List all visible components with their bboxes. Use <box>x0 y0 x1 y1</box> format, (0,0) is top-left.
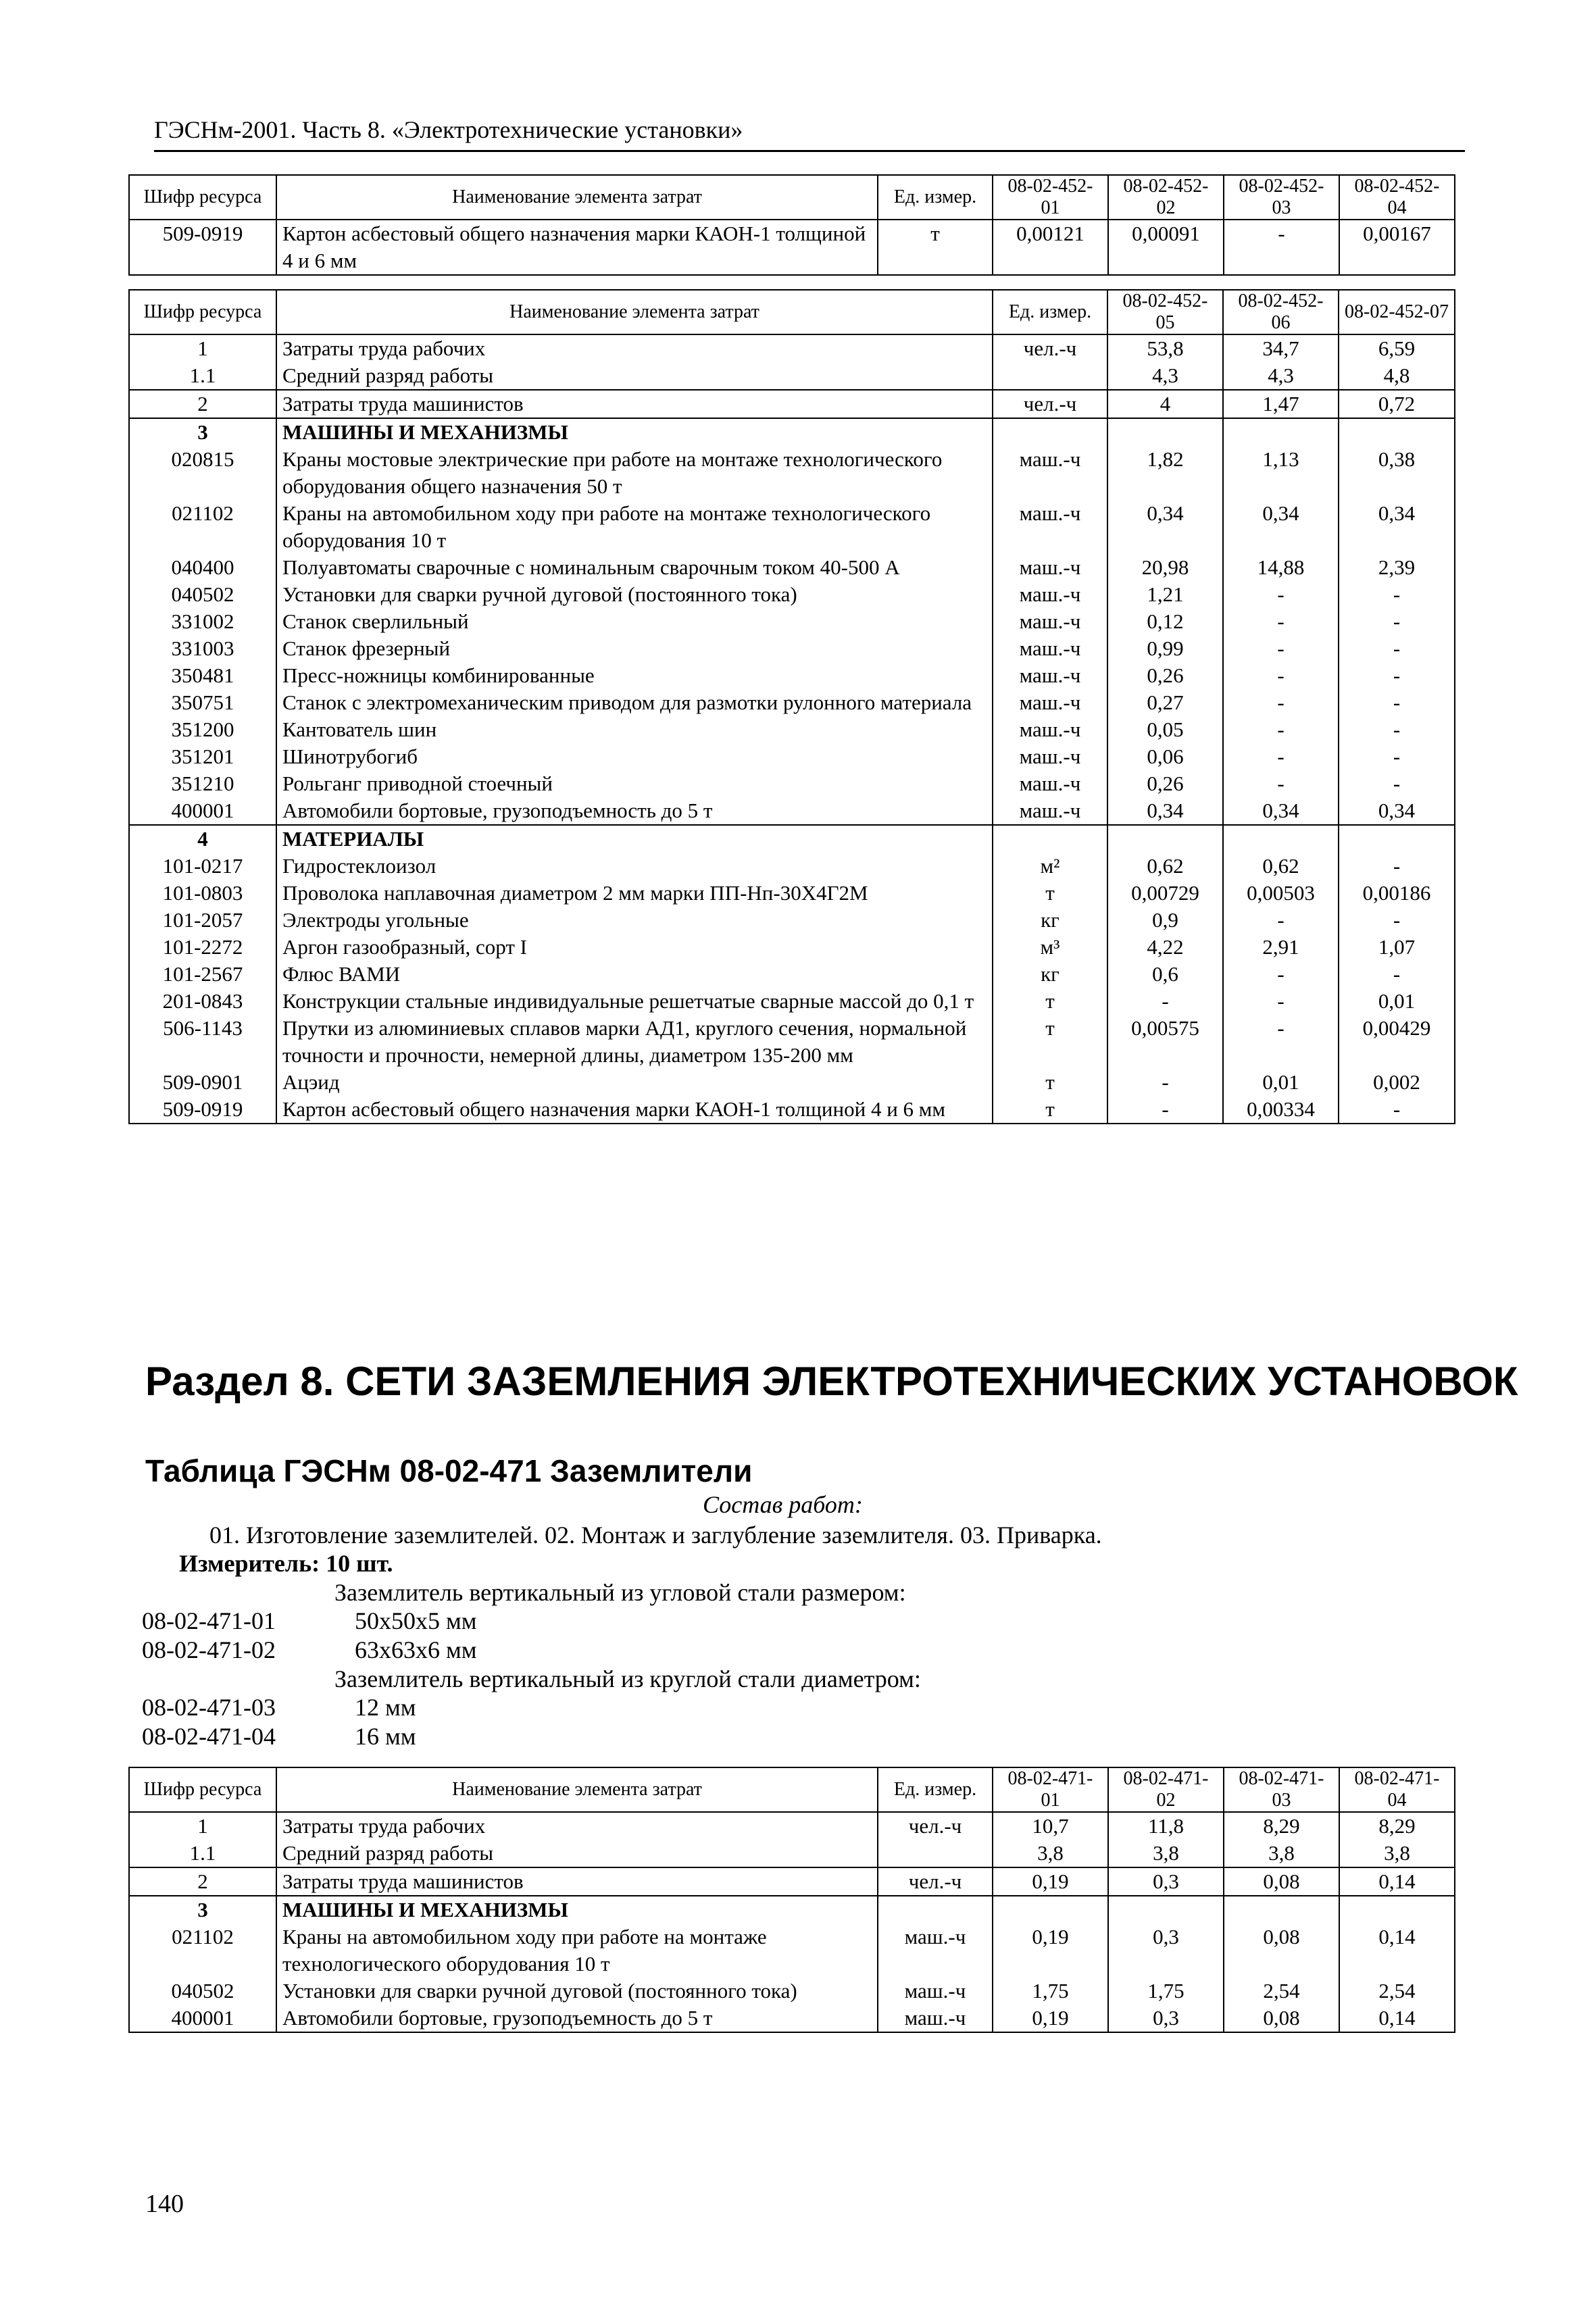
table-header-row <box>129 290 1455 334</box>
page-number: 140 <box>145 2190 184 2218</box>
value-cell: 10,7 <box>993 1812 1108 1840</box>
resource-code: 020815 <box>129 446 276 500</box>
value-cell: 0,00429 <box>1339 1015 1455 1069</box>
table-row <box>129 825 1455 853</box>
header-code: Шифр ресурса <box>129 175 276 220</box>
table-row <box>129 1840 1455 1867</box>
value-cell <box>1339 418 1455 446</box>
table-row <box>129 446 1455 500</box>
resource-code: 040502 <box>129 1978 276 2005</box>
value-cell: 0,00091 <box>1108 220 1224 275</box>
table-row <box>129 362 1455 390</box>
work-label: Состав работ: <box>703 1491 863 1518</box>
resource-name: Краны на автомобильном ходу при работе на монтаже технологического оборудования 10 т <box>276 500 993 554</box>
unit-cell: маш.-ч <box>878 1978 993 2005</box>
unit-cell <box>878 1896 993 1923</box>
header-col: 08-02-452-01 <box>993 175 1108 220</box>
value-cell: 11,8 <box>1108 1812 1224 1840</box>
cost-table-452-01-04 <box>128 174 1455 276</box>
table-title: Таблица ГЭСНм 08-02-471 Заземлители <box>145 1453 753 1488</box>
unit-cell: маш.-ч <box>993 500 1107 554</box>
resource-name: Гидростеклоизол <box>276 853 993 880</box>
value-cell: - <box>1339 743 1455 770</box>
value-cell: 1,07 <box>1339 934 1455 961</box>
unit-cell: маш.-ч <box>878 1923 993 1978</box>
header-col: 08-02-452-07 <box>1339 290 1455 334</box>
table-row <box>129 418 1455 446</box>
value-cell: - <box>1339 770 1455 797</box>
unit-cell: маш.-ч <box>993 743 1107 770</box>
value-cell: - <box>1339 581 1455 608</box>
item-text: 12 мм <box>355 1694 416 1721</box>
work-text: 01. Изготовление заземлителей. 02. Монтаж и заглубление заземлителя. 03. Приварка. <box>209 1521 1102 1549</box>
table-header-row <box>129 1767 1455 1812</box>
header-col: 08-02-471-01 <box>993 1767 1108 1812</box>
value-cell: 0,00121 <box>993 220 1108 275</box>
value-cell: 0,14 <box>1339 1923 1455 1978</box>
value-cell <box>1223 825 1339 853</box>
value-cell: - <box>1223 608 1339 635</box>
unit-cell <box>878 1840 993 1867</box>
value-cell: 0,00503 <box>1223 880 1339 907</box>
value-cell: 0,08 <box>1224 1867 1339 1896</box>
unit-cell: т <box>993 880 1107 907</box>
resource-name: Станок с электромеханическим приводом для размотки рулонного материала <box>276 689 993 716</box>
value-cell: 0,002 <box>1339 1069 1455 1096</box>
value-cell: 0,05 <box>1107 716 1223 743</box>
value-cell: 0,14 <box>1339 2005 1455 2032</box>
header-col: 08-02-471-03 <box>1224 1767 1339 1812</box>
resource-name: Средний разряд работы <box>276 362 993 390</box>
header-unit: Ед. измер. <box>878 1767 993 1812</box>
header-code: Шифр ресурса <box>129 1767 276 1812</box>
value-cell: 1,82 <box>1107 446 1223 500</box>
value-cell: 0,34 <box>1223 797 1339 825</box>
resource-name: Картон асбестовый общего назначения марки КАОН-1 толщиной 4 и 6 мм <box>276 1096 993 1124</box>
header-name: Наименование элемента затрат <box>276 175 878 220</box>
value-cell: 0,19 <box>993 1867 1108 1896</box>
value-cell: 0,26 <box>1107 770 1223 797</box>
value-cell: - <box>1339 689 1455 716</box>
resource-code: 4 <box>129 825 276 853</box>
value-cell: 4,22 <box>1107 934 1223 961</box>
value-cell <box>993 1896 1108 1923</box>
page-header: ГЭСНм-2001. Часть 8. «Электротехнические установки» <box>154 115 1465 152</box>
value-cell: 20,98 <box>1107 554 1223 581</box>
value-cell: 0,27 <box>1107 689 1223 716</box>
resource-name: Аргон газообразный, сорт I <box>276 934 993 961</box>
table-row <box>129 2005 1455 2032</box>
value-cell: 0,19 <box>993 2005 1108 2032</box>
resource-name: Картон асбестовый общего назначения марки КАОН-1 толщиной 4 и 6 мм <box>276 220 878 275</box>
unit-cell: т <box>993 1015 1107 1069</box>
unit-cell: т <box>993 988 1107 1015</box>
value-cell: - <box>1339 635 1455 662</box>
resource-code: 1.1 <box>129 1840 276 1867</box>
value-cell: 0,19 <box>993 1923 1108 1978</box>
group-heading-2: Заземлитель вертикальный из круглой стали диаметром: <box>334 1665 921 1692</box>
unit-cell <box>993 418 1107 446</box>
table-row <box>129 1978 1455 2005</box>
unit-cell <box>993 362 1107 390</box>
unit-cell <box>993 825 1107 853</box>
header-col: 08-02-471-04 <box>1339 1767 1455 1812</box>
resource-name: МАШИНЫ И МЕХАНИЗМЫ <box>276 1896 878 1923</box>
value-cell: 0,08 <box>1224 2005 1339 2032</box>
value-cell: - <box>1223 662 1339 689</box>
table-row <box>129 1923 1455 1978</box>
value-cell: - <box>1223 689 1339 716</box>
value-cell: 0,08 <box>1224 1923 1339 1978</box>
value-cell: 0,00729 <box>1107 880 1223 907</box>
value-cell: 0,34 <box>1223 500 1339 554</box>
value-cell: 0,62 <box>1107 853 1223 880</box>
resource-name: Краны мостовые электрические при работе на монтаже технологического оборудования общего назначения 50 т <box>276 446 993 500</box>
value-cell: 3,8 <box>1224 1840 1339 1867</box>
value-cell: 1,47 <box>1223 390 1339 418</box>
value-cell: 0,3 <box>1108 2005 1224 2032</box>
value-cell: 0,3 <box>1108 1867 1224 1896</box>
table-row <box>129 853 1455 880</box>
resource-name: Рольганг приводной стоечный <box>276 770 993 797</box>
value-cell <box>1107 418 1223 446</box>
item-text: 63х63х6 мм <box>355 1636 477 1663</box>
unit-cell: маш.-ч <box>993 716 1107 743</box>
value-cell: - <box>1223 907 1339 934</box>
resource-code: 351200 <box>129 716 276 743</box>
table-row <box>129 1896 1455 1923</box>
value-cell: - <box>1339 662 1455 689</box>
resource-name: Средний разряд работы <box>276 1840 878 1867</box>
value-cell: 0,99 <box>1107 635 1223 662</box>
resource-code: 201-0843 <box>129 988 276 1015</box>
resource-name: Шинотрубогиб <box>276 743 993 770</box>
value-cell: 0,01 <box>1223 1069 1339 1096</box>
unit-cell: т <box>993 1069 1107 1096</box>
value-cell: 1,21 <box>1107 581 1223 608</box>
value-cell: 4,3 <box>1107 362 1223 390</box>
unit-cell: маш.-ч <box>993 446 1107 500</box>
value-cell: 14,88 <box>1223 554 1339 581</box>
value-cell: 4,3 <box>1223 362 1339 390</box>
value-cell: 3,8 <box>993 1840 1108 1867</box>
value-cell: 3,8 <box>1108 1840 1224 1867</box>
resource-code: 331002 <box>129 608 276 635</box>
meter-label: Измеритель: 10 шт. <box>179 1550 393 1577</box>
header-unit: Ед. измер. <box>878 175 993 220</box>
resource-name: Затраты труда рабочих <box>276 334 993 362</box>
resource-code: 101-2272 <box>129 934 276 961</box>
resource-name: Автомобили бортовые, грузоподъемность до 5 т <box>276 797 993 825</box>
table-row <box>129 689 1455 716</box>
value-cell: 0,38 <box>1339 446 1455 500</box>
unit-cell: маш.-ч <box>993 797 1107 825</box>
value-cell: 8,29 <box>1224 1812 1339 1840</box>
cost-table-452-05-07 <box>128 289 1455 1124</box>
resource-code: 400001 <box>129 797 276 825</box>
resource-code: 1 <box>129 334 276 362</box>
value-cell: 1,75 <box>993 1978 1108 2005</box>
section-title: Раздел 8. СЕТИ ЗАЗЕМЛЕНИЯ ЭЛЕКТРОТЕХНИЧЕСКИХ УСТАНОВОК <box>145 1359 1518 1404</box>
value-cell: 0,26 <box>1107 662 1223 689</box>
table-row <box>129 581 1455 608</box>
value-cell: 34,7 <box>1223 334 1339 362</box>
value-cell: - <box>1107 1069 1223 1096</box>
resource-code: 351210 <box>129 770 276 797</box>
resource-code: 101-2057 <box>129 907 276 934</box>
item-code: 08-02-471-04 <box>142 1723 276 1750</box>
unit-cell: м² <box>993 853 1107 880</box>
resource-name: Пресс-ножницы комбинированные <box>276 662 993 689</box>
value-cell: 2,54 <box>1224 1978 1339 2005</box>
resource-code: 021102 <box>129 500 276 554</box>
value-cell: 0,00167 <box>1339 220 1455 275</box>
table-row <box>129 608 1455 635</box>
value-cell: 0,9 <box>1107 907 1223 934</box>
item-code: 08-02-471-03 <box>142 1694 276 1721</box>
resource-code: 040400 <box>129 554 276 581</box>
value-cell: - <box>1223 988 1339 1015</box>
resource-code: 509-0919 <box>129 1096 276 1124</box>
header-code: Шифр ресурса <box>129 290 276 334</box>
resource-name: Станок фрезерный <box>276 635 993 662</box>
resource-code: 2 <box>129 1867 276 1896</box>
table-row <box>129 220 1455 275</box>
resource-code: 021102 <box>129 1923 276 1978</box>
value-cell: 0,00575 <box>1107 1015 1223 1069</box>
value-cell <box>1223 418 1339 446</box>
value-cell: 0,06 <box>1107 743 1223 770</box>
unit-cell: чел.-ч <box>993 390 1107 418</box>
resource-code: 2 <box>129 390 276 418</box>
value-cell: 6,59 <box>1339 334 1455 362</box>
unit-cell: чел.-ч <box>878 1867 993 1896</box>
item-code: 08-02-471-01 <box>142 1607 276 1634</box>
value-cell: 0,34 <box>1339 500 1455 554</box>
cost-table-471 <box>128 1767 1455 2033</box>
resource-name: Полуавтоматы сварочные с номинальным сварочным током 40-500 А <box>276 554 993 581</box>
header-col: 08-02-471-02 <box>1108 1767 1224 1812</box>
value-cell: - <box>1223 581 1339 608</box>
resource-name: Электроды угольные <box>276 907 993 934</box>
unit-cell: кг <box>993 961 1107 988</box>
value-cell: 0,62 <box>1223 853 1339 880</box>
value-cell: 1,13 <box>1223 446 1339 500</box>
value-cell: - <box>1339 961 1455 988</box>
resource-code: 3 <box>129 418 276 446</box>
value-cell: 3,8 <box>1339 1840 1455 1867</box>
table-row <box>129 662 1455 689</box>
value-cell: 0,72 <box>1339 390 1455 418</box>
unit-cell: чел.-ч <box>878 1812 993 1840</box>
table-row <box>129 907 1455 934</box>
header-col: 08-02-452-06 <box>1223 290 1339 334</box>
item-code: 08-02-471-02 <box>142 1636 276 1663</box>
value-cell <box>1107 825 1223 853</box>
value-cell: 0,12 <box>1107 608 1223 635</box>
value-cell: - <box>1223 1015 1339 1069</box>
unit-cell: маш.-ч <box>993 581 1107 608</box>
value-cell: - <box>1107 1096 1223 1124</box>
value-cell <box>1224 1896 1339 1923</box>
resource-code: 101-0803 <box>129 880 276 907</box>
value-cell: 0,34 <box>1107 500 1223 554</box>
resource-code: 350751 <box>129 689 276 716</box>
table-row <box>129 390 1455 418</box>
resource-name: Установки для сварки ручной дуговой (постоянного тока) <box>276 1978 878 2005</box>
resource-name: Затраты труда машинистов <box>276 390 993 418</box>
value-cell: - <box>1339 716 1455 743</box>
resource-name: Конструкции стальные индивидуальные решетчатые сварные массой до 0,1 т <box>276 988 993 1015</box>
unit-cell: маш.-ч <box>993 608 1107 635</box>
header-name: Наименование элемента затрат <box>276 1767 878 1812</box>
resource-code: 040502 <box>129 581 276 608</box>
unit-cell: т <box>878 220 993 275</box>
resource-code: 509-0901 <box>129 1069 276 1096</box>
value-cell: 2,91 <box>1223 934 1339 961</box>
resource-code: 400001 <box>129 2005 276 2032</box>
resource-code: 350481 <box>129 662 276 689</box>
group-heading-1: Заземлитель вертикальный из угловой стали размером: <box>334 1579 906 1606</box>
value-cell: 0,34 <box>1107 797 1223 825</box>
value-cell <box>1339 1896 1455 1923</box>
resource-name: Краны на автомобильном ходу при работе на монтаже технологического оборудования 10 т <box>276 1923 878 1978</box>
item-text: 50х50х5 мм <box>355 1607 477 1634</box>
table-row <box>129 554 1455 581</box>
value-cell: 0,14 <box>1339 1867 1455 1896</box>
resource-name: МАТЕРИАЛЫ <box>276 825 993 853</box>
resource-code: 351201 <box>129 743 276 770</box>
resource-code: 1.1 <box>129 362 276 390</box>
value-cell: - <box>1107 988 1223 1015</box>
table-row <box>129 797 1455 825</box>
value-cell: 0,3 <box>1108 1923 1224 1978</box>
resource-code: 509-0919 <box>129 220 276 275</box>
resource-code: 101-2567 <box>129 961 276 988</box>
table-row <box>129 1812 1455 1840</box>
resource-code: 506-1143 <box>129 1015 276 1069</box>
value-cell: 4,8 <box>1339 362 1455 390</box>
value-cell <box>1108 1896 1224 1923</box>
header-col: 08-02-452-02 <box>1108 175 1224 220</box>
unit-cell: маш.-ч <box>878 2005 993 2032</box>
table-row <box>129 1015 1455 1069</box>
resource-code: 1 <box>129 1812 276 1840</box>
resource-name: Установки для сварки ручной дуговой (постоянного тока) <box>276 581 993 608</box>
value-cell: - <box>1339 907 1455 934</box>
table-row <box>129 500 1455 554</box>
value-cell: 53,8 <box>1107 334 1223 362</box>
resource-name: Ацэид <box>276 1069 993 1096</box>
value-cell: - <box>1223 743 1339 770</box>
header-col: 08-02-452-04 <box>1339 175 1455 220</box>
unit-cell: чел.-ч <box>993 334 1107 362</box>
resource-name: Станок сверлильный <box>276 608 993 635</box>
resource-name: Проволока наплавочная диаметром 2 мм марки ПП-Нп-30Х4Г2М <box>276 880 993 907</box>
header-col: 08-02-452-03 <box>1224 175 1339 220</box>
value-cell: 1,75 <box>1108 1978 1224 2005</box>
table-row <box>129 988 1455 1015</box>
unit-cell: маш.-ч <box>993 689 1107 716</box>
value-cell: - <box>1339 853 1455 880</box>
value-cell: - <box>1223 635 1339 662</box>
resource-name: Затраты труда рабочих <box>276 1812 878 1840</box>
table-row <box>129 716 1455 743</box>
resource-name: Прутки из алюминиевых сплавов марки АД1, круглого сечения, нормальной точности и прочности, немерной длины, диаметром 135-200 мм <box>276 1015 993 1069</box>
table-row <box>129 1096 1455 1124</box>
resource-code: 101-0217 <box>129 853 276 880</box>
header-name: Наименование элемента затрат <box>276 290 993 334</box>
value-cell: 0,00186 <box>1339 880 1455 907</box>
value-cell: 0,6 <box>1107 961 1223 988</box>
resource-name: Автомобили бортовые, грузоподъемность до 5 т <box>276 2005 878 2032</box>
unit-cell: маш.-ч <box>993 662 1107 689</box>
table-header-row <box>129 175 1455 220</box>
resource-name: Затраты труда машинистов <box>276 1867 878 1896</box>
table-row <box>129 770 1455 797</box>
value-cell: 8,29 <box>1339 1812 1455 1840</box>
value-cell: 0,01 <box>1339 988 1455 1015</box>
value-cell: 0,00334 <box>1223 1096 1339 1124</box>
resource-code: 331003 <box>129 635 276 662</box>
table-row <box>129 880 1455 907</box>
value-cell: - <box>1223 770 1339 797</box>
value-cell: - <box>1223 961 1339 988</box>
table-row <box>129 1069 1455 1096</box>
resource-name: Флюс ВАМИ <box>276 961 993 988</box>
header-unit: Ед. измер. <box>993 290 1107 334</box>
table-row <box>129 1867 1455 1896</box>
value-cell: 2,54 <box>1339 1978 1455 2005</box>
item-text: 16 мм <box>355 1723 416 1750</box>
resource-name: МАШИНЫ И МЕХАНИЗМЫ <box>276 418 993 446</box>
header-col: 08-02-452-05 <box>1107 290 1223 334</box>
table-row <box>129 635 1455 662</box>
unit-cell: маш.-ч <box>993 770 1107 797</box>
value-cell: - <box>1223 716 1339 743</box>
value-cell: 2,39 <box>1339 554 1455 581</box>
value-cell: - <box>1224 220 1339 275</box>
resource-code: 3 <box>129 1896 276 1923</box>
resource-name: Кантователь шин <box>276 716 993 743</box>
unit-cell: маш.-ч <box>993 554 1107 581</box>
unit-cell: м³ <box>993 934 1107 961</box>
unit-cell: т <box>993 1096 1107 1124</box>
table-row <box>129 961 1455 988</box>
value-cell: - <box>1339 608 1455 635</box>
value-cell: - <box>1339 1096 1455 1124</box>
value-cell <box>1339 825 1455 853</box>
unit-cell: маш.-ч <box>993 635 1107 662</box>
table-row <box>129 743 1455 770</box>
value-cell: 0,34 <box>1339 797 1455 825</box>
value-cell: 4 <box>1107 390 1223 418</box>
table-row <box>129 934 1455 961</box>
table-row <box>129 334 1455 362</box>
unit-cell: кг <box>993 907 1107 934</box>
